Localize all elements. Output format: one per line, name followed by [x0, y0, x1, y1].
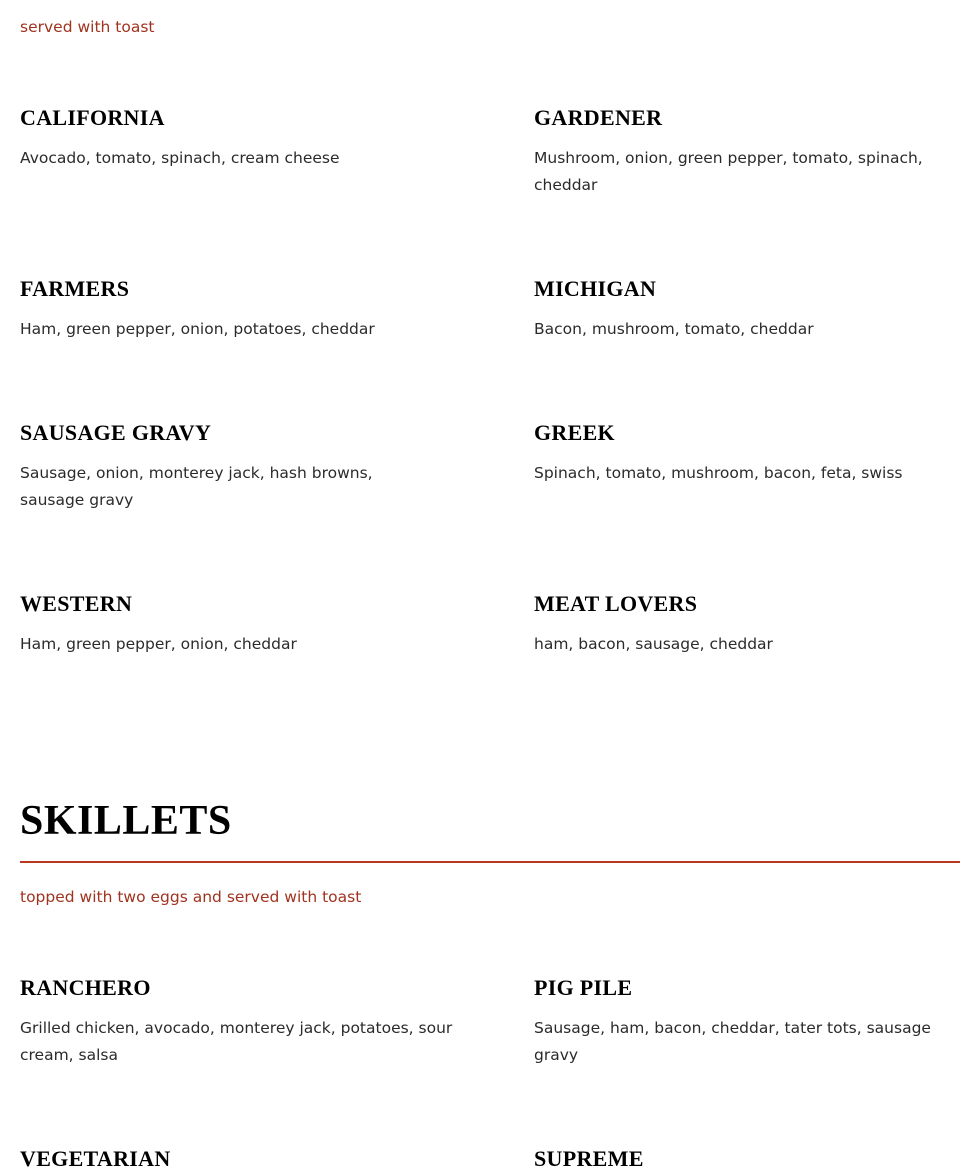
menu-item-name-ranchero: RANCHERO — [20, 975, 151, 1000]
menu-item-desc-farmers: Ham, green pepper, onion, potatoes, cheddar — [20, 320, 375, 338]
menu-item-name-meat-lovers: MEAT LOVERS — [534, 591, 698, 616]
menu-item-name-pig-pile: PIG PILE — [534, 975, 633, 1000]
menu-item-name-michigan: MICHIGAN — [534, 276, 657, 301]
menu-item-desc-sausage-gravy: Sausage, onion, monterey jack, hash browns, sausage gravy — [20, 464, 373, 509]
menu-item-name-gardener: GARDENER — [534, 105, 663, 130]
menu-item-desc-western: Ham, green pepper, onion, cheddar — [20, 635, 297, 653]
menu-item-desc-gardener: Mushroom, onion, green pepper, tomato, spinach, cheddar — [534, 149, 923, 194]
menu-item-name-western: WESTERN — [20, 591, 133, 616]
menu-item-desc-pig-pile: Sausage, ham, bacon, cheddar, tater tots, sausage gravy — [534, 1019, 931, 1064]
section-divider — [20, 861, 960, 863]
menu-item-name-greek: GREEK — [534, 420, 615, 445]
menu-item-desc-michigan: Bacon, mushroom, tomato, cheddar — [534, 320, 814, 338]
menu-item-name-vegetarian: VEGETARIAN — [20, 1146, 171, 1171]
menu-item-name-sausage-gravy: SAUSAGE GRAVY — [20, 420, 212, 445]
menu-item-desc-ranchero: Grilled chicken, avocado, monterey jack, potatoes, sour cream, salsa — [20, 1019, 453, 1064]
section-title-skillets: SKILLETS — [20, 798, 232, 844]
menu-item-desc-greek: Spinach, tomato, mushroom, bacon, feta, swiss — [534, 464, 903, 482]
menu-item-desc-california: Avocado, tomato, spinach, cream cheese — [20, 149, 340, 167]
menu-item-desc-meat-lovers: ham, bacon, sausage, cheddar — [534, 635, 773, 653]
menu-item-name-farmers: FARMERS — [20, 276, 130, 301]
menu-item-name-supreme: SUPREME — [534, 1146, 644, 1171]
omelettes-note: served with toast — [20, 18, 155, 36]
menu-item-name-california: CALIFORNIA — [20, 105, 165, 130]
skillets-note: topped with two eggs and served with toast — [20, 888, 362, 906]
